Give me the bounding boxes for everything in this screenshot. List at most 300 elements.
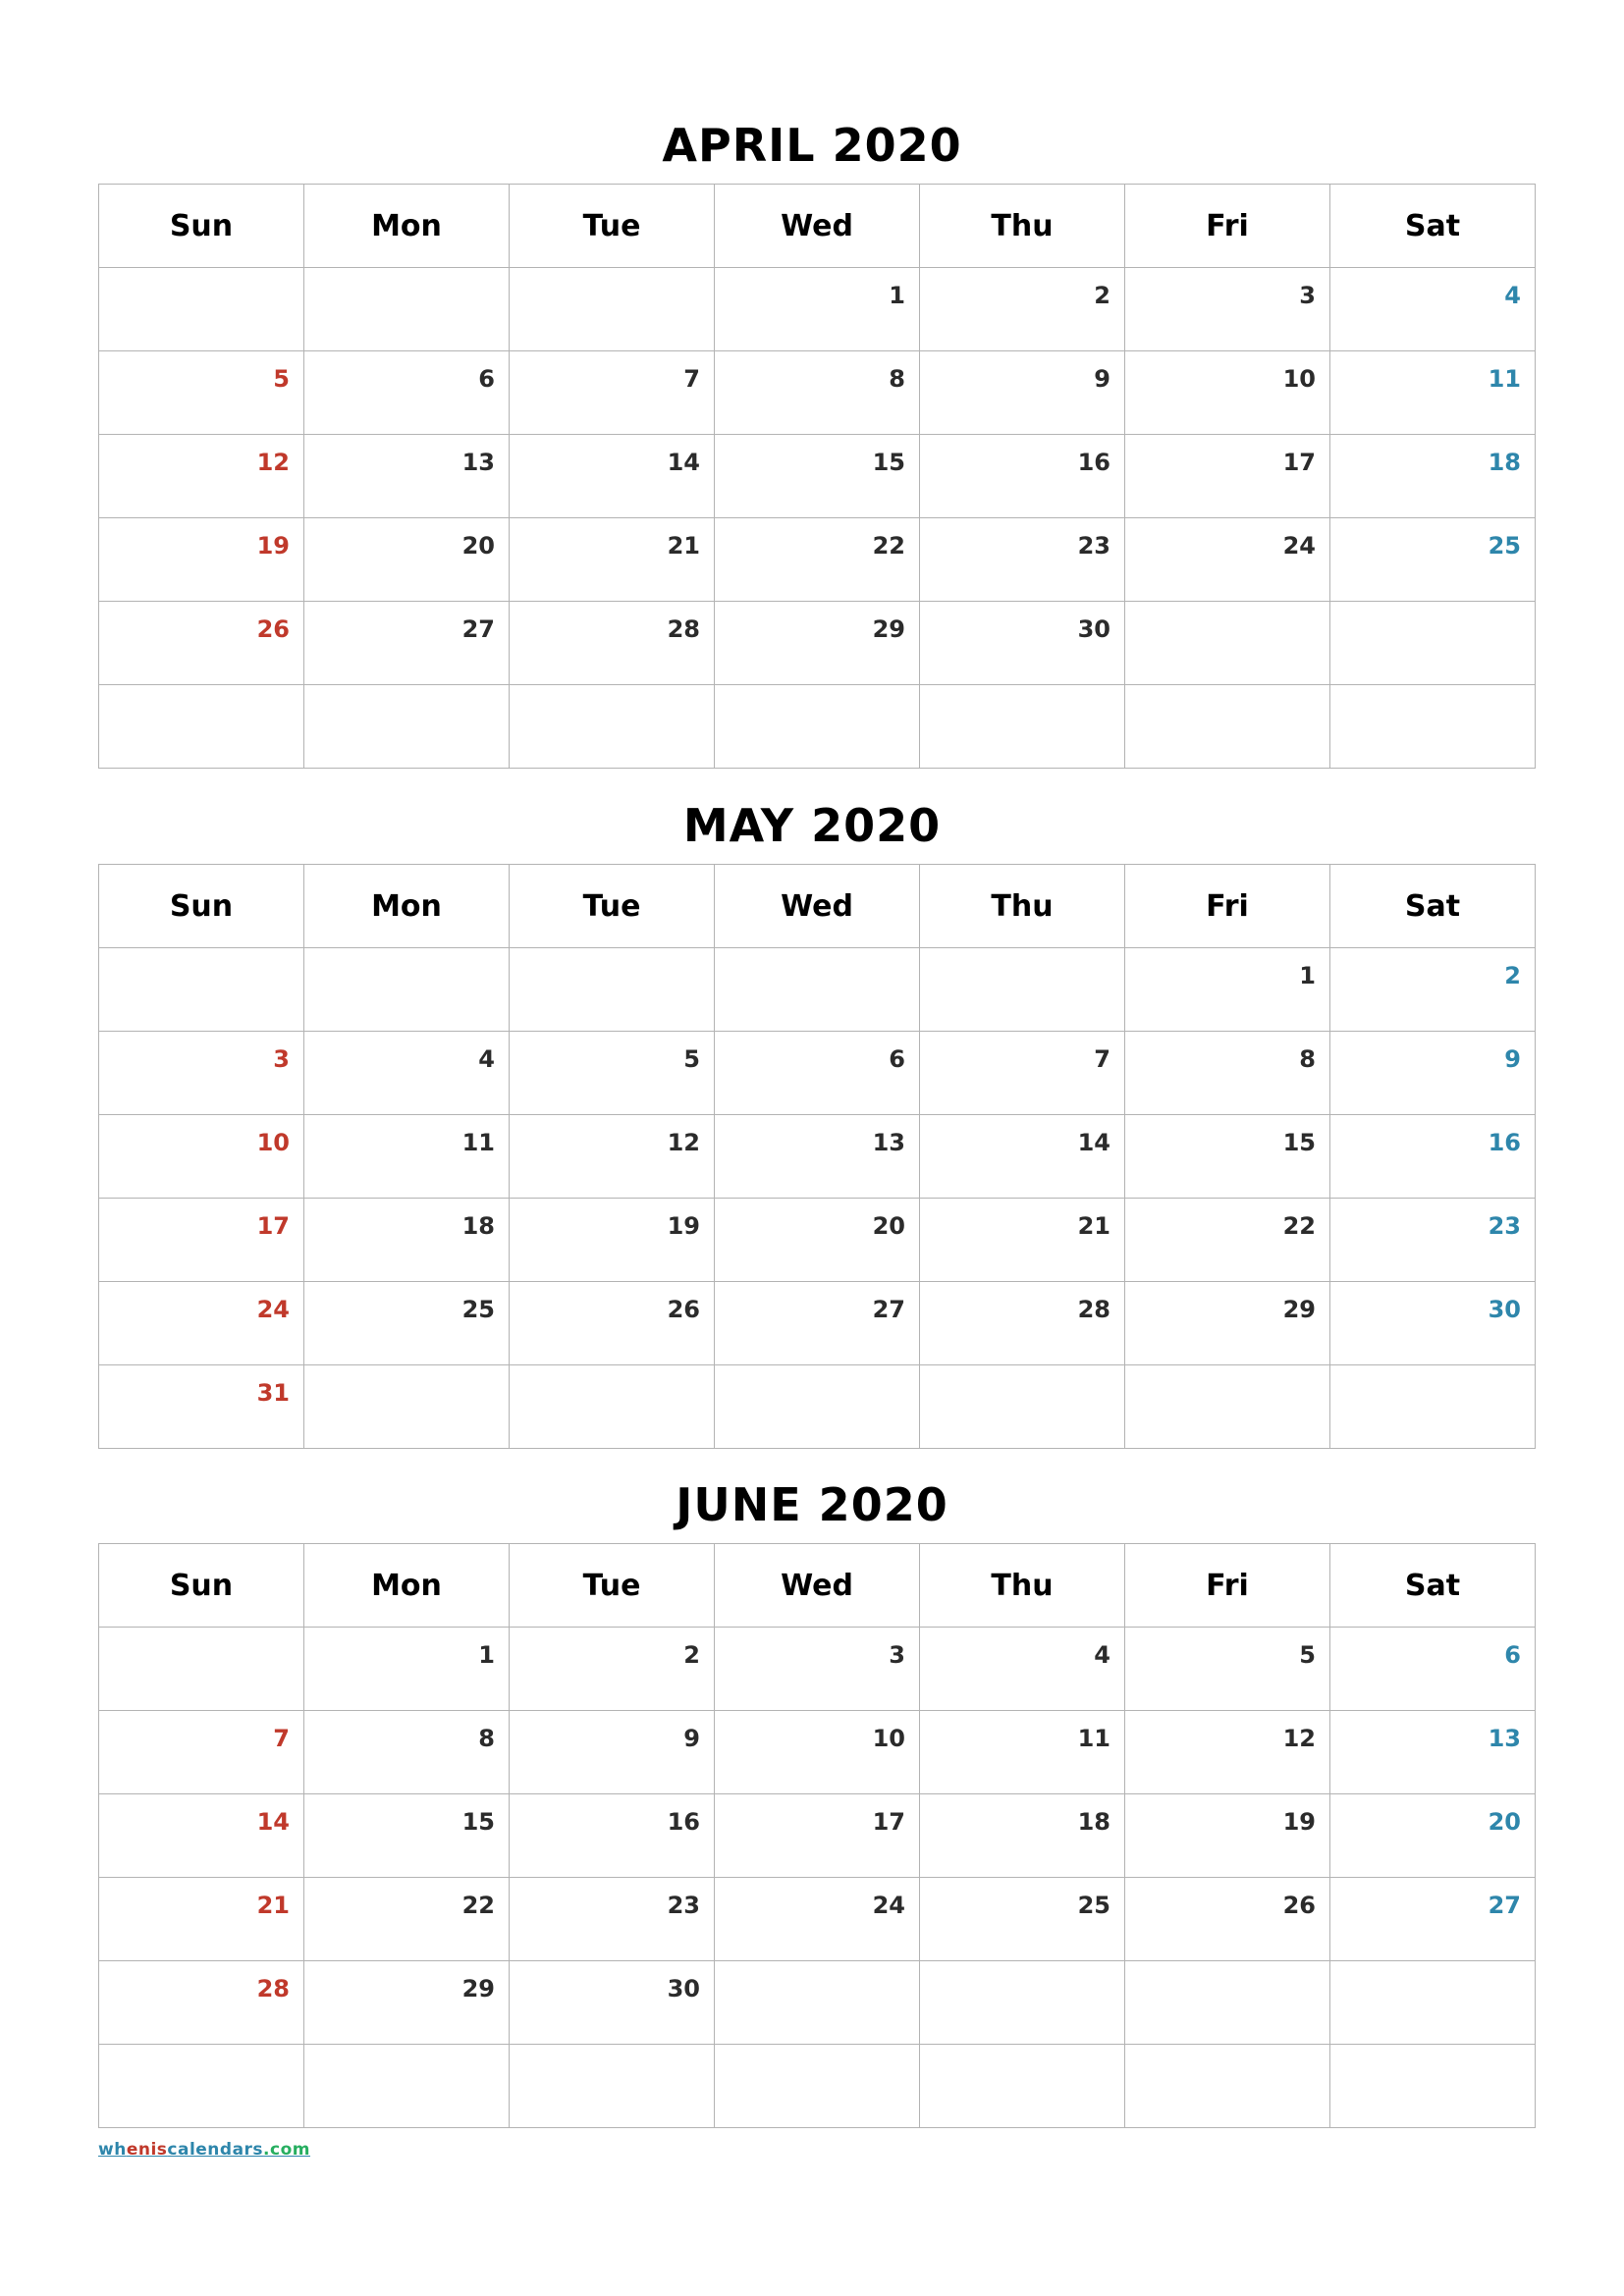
day-number: 25: [1077, 1892, 1110, 1919]
day-number: 7: [273, 1725, 290, 1752]
day-number: [1125, 2045, 1329, 2058]
day-cell: [304, 1878, 510, 1961]
day-cell: [1330, 1032, 1536, 1115]
week-row: [99, 1794, 1536, 1878]
day-cell: [304, 2045, 510, 2128]
day-cell: [1125, 1711, 1330, 1794]
day-number: [304, 948, 509, 962]
day-cell: [99, 1282, 304, 1365]
day-number: [920, 2045, 1124, 2058]
day-cell: [715, 1711, 920, 1794]
day-cell: [920, 602, 1125, 685]
day-cell: [1330, 1711, 1536, 1794]
day-cell: [920, 1711, 1125, 1794]
day-number: 23: [667, 1892, 700, 1919]
day-cell: [1125, 1115, 1330, 1199]
day-cell: [304, 685, 510, 769]
day-cell: [510, 1878, 715, 1961]
website-link-part: .com: [263, 2140, 310, 2160]
week-row: [99, 268, 1536, 351]
day-cell: [1330, 1878, 1536, 1961]
day-number: 5: [273, 365, 290, 393]
day-cell: [510, 1199, 715, 1282]
day-cell: [715, 435, 920, 518]
weekday-sat: Sat: [1330, 185, 1536, 268]
day-number: 26: [256, 615, 290, 643]
day-number: 25: [461, 1296, 495, 1323]
day-number: [920, 948, 1124, 962]
day-number: 30: [667, 1975, 700, 2002]
day-number: [99, 1628, 303, 1641]
day-number: 12: [1282, 1725, 1316, 1752]
day-cell: [304, 1032, 510, 1115]
day-cell: [510, 602, 715, 685]
day-cell: [304, 1282, 510, 1365]
week-row: [99, 518, 1536, 602]
week-row: [99, 351, 1536, 435]
day-number: 16: [1488, 1129, 1521, 1156]
day-number: 13: [1488, 1725, 1521, 1752]
day-cell: [1330, 2045, 1536, 2128]
day-cell: [99, 435, 304, 518]
day-cell: [99, 1199, 304, 1282]
day-number: 28: [667, 615, 700, 643]
weekday-tue: Tue: [510, 1544, 715, 1628]
day-cell: [920, 1794, 1125, 1878]
day-cell: [920, 268, 1125, 351]
day-number: [510, 948, 714, 962]
day-cell: [510, 1282, 715, 1365]
week-row: [99, 1282, 1536, 1365]
day-number: [715, 1365, 919, 1379]
day-cell: [510, 268, 715, 351]
weekday-sun: Sun: [99, 1544, 304, 1628]
day-cell: [920, 948, 1125, 1032]
calendar-may: [98, 864, 1536, 1449]
day-number: 15: [461, 1808, 495, 1836]
day-cell: [304, 268, 510, 351]
weekday-thu: Thu: [920, 185, 1125, 268]
day-cell: [99, 1032, 304, 1115]
week-row: [99, 1961, 1536, 2045]
day-cell: [715, 351, 920, 435]
day-number: 11: [1077, 1725, 1110, 1752]
day-number: 26: [667, 1296, 700, 1323]
day-cell: [1125, 1365, 1330, 1449]
day-number: 11: [1488, 365, 1521, 393]
day-number: 21: [1077, 1212, 1110, 1240]
day-cell: [304, 1794, 510, 1878]
day-number: 2: [683, 1641, 700, 1669]
day-cell: [510, 351, 715, 435]
day-number: 29: [872, 615, 905, 643]
day-number: 19: [667, 1212, 700, 1240]
day-cell: [1330, 1115, 1536, 1199]
weekday-wed: Wed: [715, 185, 920, 268]
day-cell: [920, 2045, 1125, 2128]
day-number: [1330, 602, 1535, 615]
day-number: 27: [872, 1296, 905, 1323]
day-cell: [510, 1711, 715, 1794]
day-number: 3: [1299, 282, 1316, 309]
day-cell: [99, 1628, 304, 1711]
day-number: 20: [461, 532, 495, 560]
day-number: 7: [1094, 1045, 1110, 1073]
day-number: [715, 948, 919, 962]
day-cell: [510, 1961, 715, 2045]
day-number: 6: [889, 1045, 905, 1073]
day-number: 18: [1077, 1808, 1110, 1836]
day-number: 6: [1504, 1641, 1521, 1669]
day-cell: [304, 518, 510, 602]
day-cell: [715, 685, 920, 769]
calendar-april: [98, 184, 1536, 769]
day-number: [510, 1365, 714, 1379]
day-number: [304, 1365, 509, 1379]
day-number: 8: [1299, 1045, 1316, 1073]
day-number: 1: [1299, 962, 1316, 989]
day-number: [1125, 602, 1329, 615]
day-cell: [1330, 948, 1536, 1032]
weekday-thu: Thu: [920, 1544, 1125, 1628]
day-cell: [99, 2045, 304, 2128]
website-link-part: wh: [98, 2140, 127, 2160]
day-cell: [715, 1365, 920, 1449]
day-number: 17: [872, 1808, 905, 1836]
day-cell: [510, 1794, 715, 1878]
day-cell: [99, 948, 304, 1032]
weekday-tue: Tue: [510, 865, 715, 948]
day-cell: [510, 1115, 715, 1199]
day-number: 4: [478, 1045, 495, 1073]
day-number: [1330, 1961, 1535, 1975]
day-number: 26: [1282, 1892, 1316, 1919]
day-cell: [1330, 685, 1536, 769]
day-cell: [1330, 435, 1536, 518]
day-cell: [510, 1365, 715, 1449]
week-row: [99, 1711, 1536, 1794]
day-cell: [1330, 602, 1536, 685]
day-number: 20: [872, 1212, 905, 1240]
day-cell: [715, 1032, 920, 1115]
week-row: [99, 1878, 1536, 1961]
weekday-fri: Fri: [1125, 185, 1330, 268]
weekday-header-row: [99, 185, 1536, 268]
weekday-sun: Sun: [99, 865, 304, 948]
day-number: [920, 1365, 1124, 1379]
day-number: [1125, 1365, 1329, 1379]
day-number: 9: [683, 1725, 700, 1752]
day-number: 8: [889, 365, 905, 393]
day-number: 9: [1094, 365, 1110, 393]
month-title-june: JUNE 2020: [676, 1478, 948, 1531]
day-cell: [1330, 1628, 1536, 1711]
day-number: 31: [256, 1379, 290, 1407]
day-cell: [715, 1878, 920, 1961]
weekday-header-row: [99, 1544, 1536, 1628]
day-number: 2: [1094, 282, 1110, 309]
day-number: 17: [1282, 449, 1316, 476]
day-number: [1330, 2045, 1535, 2058]
day-number: 23: [1077, 532, 1110, 560]
day-cell: [1125, 1878, 1330, 1961]
weekday-mon: Mon: [304, 185, 510, 268]
day-cell: [510, 518, 715, 602]
day-cell: [1330, 1199, 1536, 1282]
weekday-wed: Wed: [715, 865, 920, 948]
day-number: 24: [872, 1892, 905, 1919]
day-cell: [304, 435, 510, 518]
day-cell: [99, 685, 304, 769]
day-number: [1125, 1961, 1329, 1975]
day-number: 5: [1299, 1641, 1316, 1669]
day-number: 27: [461, 615, 495, 643]
day-number: [715, 2045, 919, 2058]
day-cell: [510, 685, 715, 769]
day-cell: [510, 435, 715, 518]
week-row: [99, 1032, 1536, 1115]
day-cell: [920, 1628, 1125, 1711]
day-cell: [99, 1711, 304, 1794]
day-cell: [920, 685, 1125, 769]
day-cell: [1330, 351, 1536, 435]
month-title-may: MAY 2020: [682, 799, 942, 852]
day-cell: [1125, 435, 1330, 518]
week-row: [99, 602, 1536, 685]
day-number: [510, 685, 714, 699]
day-number: 1: [889, 282, 905, 309]
day-cell: [1125, 351, 1330, 435]
day-number: 28: [1077, 1296, 1110, 1323]
day-cell: [1125, 685, 1330, 769]
day-cell: [715, 602, 920, 685]
day-number: 13: [461, 449, 495, 476]
day-cell: [99, 1878, 304, 1961]
day-number: 22: [1282, 1212, 1316, 1240]
day-number: 25: [1488, 532, 1521, 560]
day-cell: [510, 2045, 715, 2128]
day-cell: [304, 602, 510, 685]
day-number: [99, 685, 303, 699]
day-cell: [1330, 1961, 1536, 2045]
day-number: 4: [1094, 1641, 1110, 1669]
day-cell: [715, 2045, 920, 2128]
day-number: 20: [1488, 1808, 1521, 1836]
day-cell: [920, 518, 1125, 602]
day-number: 30: [1488, 1296, 1521, 1323]
day-number: [715, 685, 919, 699]
day-cell: [304, 948, 510, 1032]
day-number: 21: [256, 1892, 290, 1919]
day-number: [1330, 1365, 1535, 1379]
website-link-part: calendars: [167, 2140, 264, 2160]
day-number: [1125, 685, 1329, 699]
weekday-fri: Fri: [1125, 865, 1330, 948]
weekday-header-row: [99, 865, 1536, 948]
day-cell: [99, 1365, 304, 1449]
day-number: 9: [1504, 1045, 1521, 1073]
day-cell: [715, 1961, 920, 2045]
day-number: 23: [1488, 1212, 1521, 1240]
calendar-june: [98, 1543, 1536, 2128]
day-number: 22: [872, 532, 905, 560]
day-number: 8: [478, 1725, 495, 1752]
week-row: [99, 435, 1536, 518]
day-cell: [1125, 602, 1330, 685]
weekday-mon: Mon: [304, 1544, 510, 1628]
day-cell: [715, 948, 920, 1032]
weekday-sat: Sat: [1330, 1544, 1536, 1628]
day-number: 24: [256, 1296, 290, 1323]
day-number: [510, 2045, 714, 2058]
day-number: 6: [478, 365, 495, 393]
day-cell: [920, 1878, 1125, 1961]
day-cell: [304, 1365, 510, 1449]
day-cell: [920, 1365, 1125, 1449]
day-cell: [715, 518, 920, 602]
day-number: [715, 1961, 919, 1975]
weekday-sun: Sun: [99, 185, 304, 268]
weekday-sat: Sat: [1330, 865, 1536, 948]
day-cell: [1125, 1282, 1330, 1365]
day-number: 28: [256, 1975, 290, 2002]
day-number: 21: [667, 532, 700, 560]
day-number: [920, 1961, 1124, 1975]
day-cell: [99, 351, 304, 435]
day-number: 3: [273, 1045, 290, 1073]
website-link[interactable]: [98, 2140, 310, 2160]
day-number: 14: [1077, 1129, 1110, 1156]
day-cell: [1125, 948, 1330, 1032]
day-cell: [1125, 268, 1330, 351]
day-number: 1: [478, 1641, 495, 1669]
day-cell: [920, 351, 1125, 435]
day-number: 15: [872, 449, 905, 476]
day-number: 13: [872, 1129, 905, 1156]
day-cell: [1125, 1628, 1330, 1711]
weekday-wed: Wed: [715, 1544, 920, 1628]
day-cell: [304, 1961, 510, 2045]
week-row: [99, 948, 1536, 1032]
website-link-part: enis: [126, 2140, 168, 2160]
day-number: 14: [256, 1808, 290, 1836]
day-cell: [99, 1794, 304, 1878]
day-number: 18: [1488, 449, 1521, 476]
day-cell: [920, 1282, 1125, 1365]
day-cell: [715, 1115, 920, 1199]
weekday-tue: Tue: [510, 185, 715, 268]
day-number: 3: [889, 1641, 905, 1669]
day-number: [99, 2045, 303, 2058]
day-cell: [99, 1115, 304, 1199]
day-cell: [304, 1199, 510, 1282]
day-cell: [715, 268, 920, 351]
day-number: [920, 685, 1124, 699]
day-cell: [1330, 1794, 1536, 1878]
day-number: 10: [872, 1725, 905, 1752]
day-number: 7: [683, 365, 700, 393]
day-cell: [920, 435, 1125, 518]
day-cell: [1125, 1961, 1330, 2045]
day-number: 29: [461, 1975, 495, 2002]
day-number: 16: [667, 1808, 700, 1836]
day-cell: [1125, 1032, 1330, 1115]
day-cell: [304, 1115, 510, 1199]
day-cell: [1125, 1794, 1330, 1878]
day-number: [1330, 685, 1535, 699]
day-number: 16: [1077, 449, 1110, 476]
day-number: [99, 268, 303, 282]
day-number: 17: [256, 1212, 290, 1240]
day-number: [99, 948, 303, 962]
day-cell: [99, 268, 304, 351]
day-number: 11: [461, 1129, 495, 1156]
day-cell: [715, 1282, 920, 1365]
day-cell: [715, 1794, 920, 1878]
day-number: 29: [1282, 1296, 1316, 1323]
day-cell: [99, 1961, 304, 2045]
day-number: 22: [461, 1892, 495, 1919]
day-number: 18: [461, 1212, 495, 1240]
day-cell: [920, 1961, 1125, 2045]
day-number: [304, 268, 509, 282]
weekday-mon: Mon: [304, 865, 510, 948]
day-number: 12: [256, 449, 290, 476]
week-row: [99, 2045, 1536, 2128]
week-row: [99, 1199, 1536, 1282]
weekday-fri: Fri: [1125, 1544, 1330, 1628]
day-number: [304, 685, 509, 699]
day-number: 15: [1282, 1129, 1316, 1156]
day-cell: [304, 351, 510, 435]
day-cell: [1125, 2045, 1330, 2128]
day-cell: [304, 1628, 510, 1711]
day-number: 4: [1504, 282, 1521, 309]
day-cell: [99, 518, 304, 602]
weekday-thu: Thu: [920, 865, 1125, 948]
day-cell: [1125, 1199, 1330, 1282]
day-cell: [715, 1199, 920, 1282]
month-title-april: APRIL 2020: [662, 119, 962, 172]
day-number: 27: [1488, 1892, 1521, 1919]
day-number: 19: [256, 532, 290, 560]
day-cell: [920, 1199, 1125, 1282]
day-cell: [1125, 518, 1330, 602]
day-number: 24: [1282, 532, 1316, 560]
day-number: 10: [1282, 365, 1316, 393]
week-row: [99, 685, 1536, 769]
day-cell: [99, 602, 304, 685]
day-cell: [715, 1628, 920, 1711]
day-cell: [920, 1115, 1125, 1199]
day-number: 30: [1077, 615, 1110, 643]
day-cell: [510, 948, 715, 1032]
day-number: 12: [667, 1129, 700, 1156]
week-row: [99, 1115, 1536, 1199]
day-cell: [1330, 1365, 1536, 1449]
day-cell: [510, 1032, 715, 1115]
day-cell: [1330, 518, 1536, 602]
day-number: 10: [256, 1129, 290, 1156]
week-row: [99, 1628, 1536, 1711]
day-number: 19: [1282, 1808, 1316, 1836]
week-row: [99, 1365, 1536, 1449]
day-cell: [304, 1711, 510, 1794]
day-cell: [920, 1032, 1125, 1115]
day-cell: [1330, 268, 1536, 351]
day-cell: [510, 1628, 715, 1711]
day-cell: [1330, 1282, 1536, 1365]
